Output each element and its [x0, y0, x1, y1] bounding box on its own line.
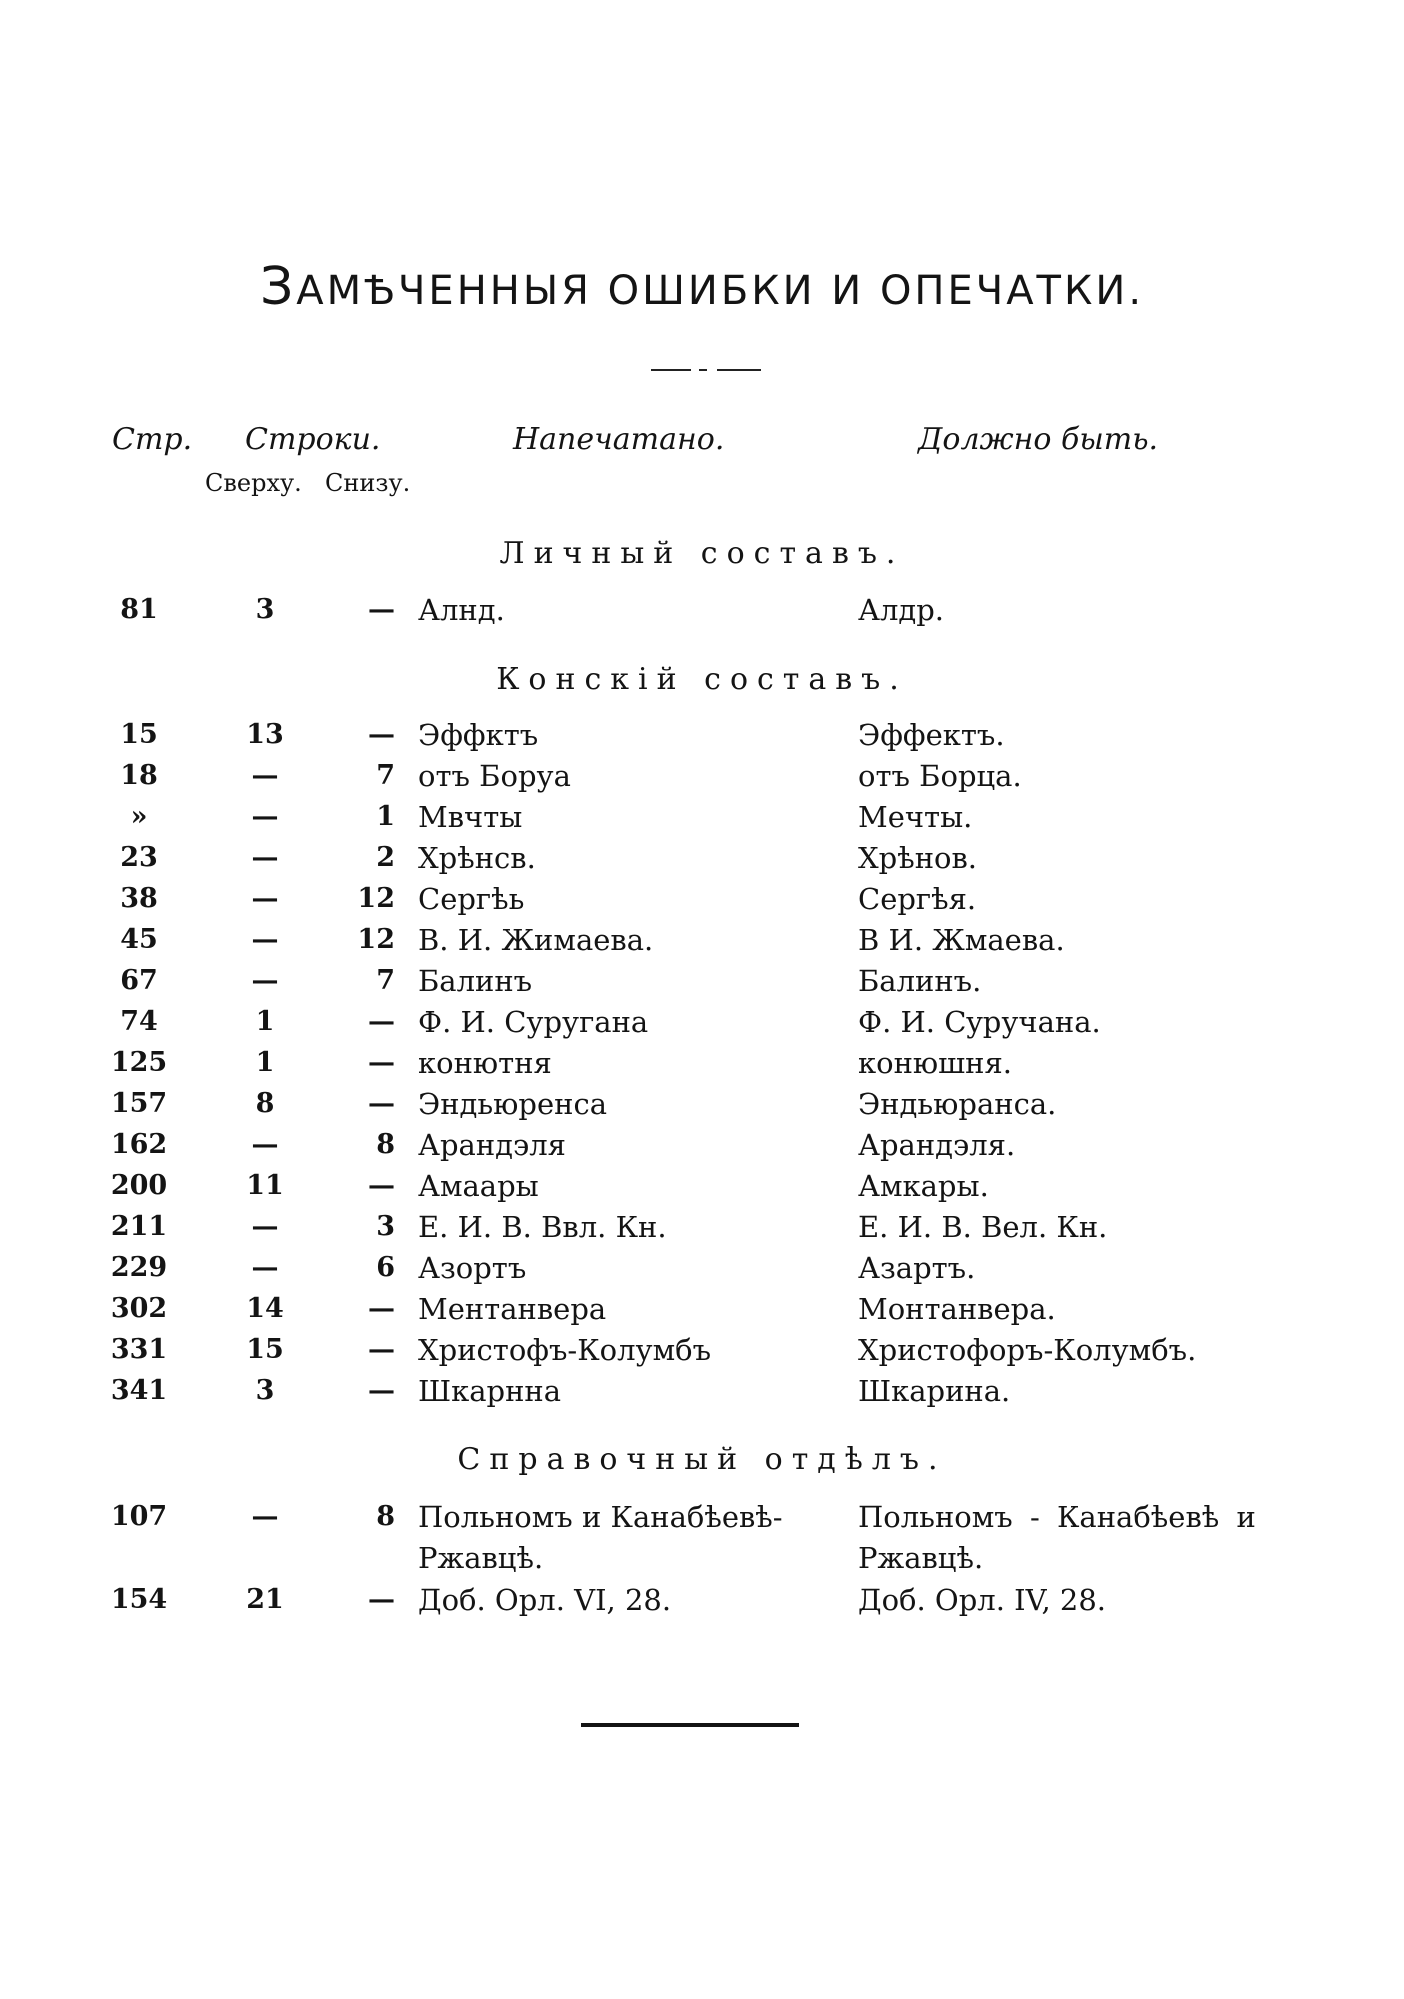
table-row [0, 1497, 1404, 1579]
cell-printed: Амаары [418, 1169, 539, 1203]
cell-printed: Польномъ и Канабѣевѣ- Ржавцѣ. [418, 1500, 783, 1575]
table-row [0, 1084, 1404, 1124]
cell-line-top: — [251, 1501, 279, 1532]
page-title [0, 257, 1404, 317]
closing-rule [581, 1723, 799, 1727]
cell-line-top: — [251, 883, 279, 914]
cell-printed: Хрѣнсв. [418, 841, 536, 875]
cell-should-be: Сергѣя. [858, 882, 977, 916]
cell-page: 67 [120, 965, 158, 996]
table-row [0, 1248, 1404, 1288]
cell-should-be: Эндьюранса. [858, 1087, 1057, 1121]
cell-line-bottom: 8 [376, 1129, 395, 1160]
cell-should-be: конюшня. [858, 1046, 1012, 1080]
cell-page: 23 [120, 842, 158, 873]
cell-printed: Эндьюренса [418, 1087, 607, 1121]
cell-printed: Сергѣь [418, 882, 525, 916]
cell-printed: Мвчты [418, 800, 523, 834]
cell-printed: Шкарнна [418, 1374, 562, 1408]
cell-line-bottom: — [368, 1334, 395, 1365]
cell-line-bottom: — [368, 719, 395, 750]
cell-line-top: 15 [246, 1334, 284, 1365]
table-row [0, 590, 1404, 630]
cell-page: 162 [110, 1129, 168, 1160]
table-row [0, 1166, 1404, 1206]
cell-line-top: — [251, 965, 279, 996]
cell-should-be: Хрѣнов. [858, 841, 978, 875]
cell-line-bottom: — [368, 594, 395, 625]
cell-page: 81 [120, 594, 158, 625]
cell-page: 229 [110, 1252, 168, 1283]
cell-page: 157 [110, 1088, 168, 1119]
cell-printed: Азортъ [418, 1251, 527, 1285]
separator-dash [651, 369, 691, 371]
cell-line-bottom: — [368, 1170, 395, 1201]
cell-printed: Эффктъ [418, 718, 539, 752]
cell-page: 200 [110, 1170, 168, 1201]
cell-printed: Е. И. В. Ввл. Кн. [418, 1210, 667, 1244]
cell-page: 302 [110, 1293, 168, 1324]
cell-should-be: Доб. Орл. IV, 28. [858, 1583, 1107, 1617]
cell-line-bottom: 2 [376, 842, 395, 873]
section-heading-personnel: Личный составъ. [499, 536, 905, 571]
cell-should-be: Алдр. [858, 593, 945, 627]
cell-should-be: Азартъ. [858, 1251, 976, 1285]
table-row [0, 1043, 1404, 1083]
cell-should-be: Монтанвера. [858, 1292, 1056, 1326]
cell-line-bottom: 3 [376, 1211, 395, 1242]
header-should-be: Должно быть. [918, 422, 1159, 457]
cell-line-top: — [251, 1211, 279, 1242]
cell-line-top: 21 [246, 1584, 284, 1615]
cell-should-be: Христофоръ-Колумбъ. [858, 1333, 1197, 1367]
cell-line-top: 8 [255, 1088, 275, 1119]
cell-should-be: Арандэля. [858, 1128, 1016, 1162]
cell-printed: Балинъ [418, 964, 533, 998]
table-row [0, 1002, 1404, 1042]
cell-line-bottom: — [368, 1047, 395, 1078]
cell-page: 38 [120, 883, 158, 914]
cell-line-top: 14 [246, 1293, 284, 1324]
title-rest: АМѢЧЕННЫЯ ОШИБКИ И ОПЕЧАТКИ. [296, 268, 1145, 314]
cell-page: » [130, 801, 148, 832]
title-initial: З [259, 257, 297, 317]
cell-line-top: — [251, 842, 279, 873]
cell-line-bottom: — [368, 1006, 395, 1037]
cell-should-be: отъ Борца. [858, 759, 1022, 793]
cell-page: 211 [110, 1211, 168, 1242]
cell-should-be: Балинъ. [858, 964, 982, 998]
cell-line-bottom: — [368, 1375, 395, 1406]
cell-printed: Доб. Орл. VI, 28. [418, 1583, 672, 1617]
cell-line-top: 3 [255, 594, 275, 625]
cell-line-top: — [251, 801, 279, 832]
table-row [0, 838, 1404, 878]
cell-page: 45 [120, 924, 158, 955]
cell-page: 15 [120, 719, 158, 750]
cell-line-top: — [251, 924, 279, 955]
title-separator [651, 369, 761, 373]
table-row [0, 1580, 1404, 1620]
cell-should-be: Е. И. В. Вел. Кн. [858, 1210, 1108, 1244]
cell-line-top: 11 [246, 1170, 284, 1201]
cell-should-be: Ф. И. Сyручана. [858, 1005, 1101, 1039]
cell-printed: конютня [418, 1046, 552, 1080]
table-row [0, 961, 1404, 1001]
cell-line-bottom: — [368, 1088, 395, 1119]
cell-line-bottom: 6 [376, 1252, 395, 1283]
cell-line-bottom: 7 [376, 760, 395, 791]
section-heading-reference: Справочный отдѣлъ. [457, 1442, 947, 1477]
table-row [0, 1207, 1404, 1247]
header-lines-top: Сверху. [205, 469, 302, 497]
cell-line-bottom: — [368, 1293, 395, 1324]
table-row [0, 920, 1404, 960]
cell-page: 154 [110, 1584, 168, 1615]
cell-should-be: Эффектъ. [858, 718, 1005, 752]
cell-printed: Ментанвера [418, 1292, 607, 1326]
cell-line-top: 3 [255, 1375, 275, 1406]
separator-dash [717, 369, 761, 371]
cell-line-bottom: 12 [357, 924, 395, 955]
cell-should-be: Мечты. [858, 800, 973, 834]
cell-line-bottom: 8 [376, 1501, 395, 1532]
header-lines-bottom: Снизу. [325, 469, 411, 497]
cell-should-be: В И. Жмаева. [858, 923, 1065, 957]
cell-printed: В. И. Жимаева. [418, 923, 654, 957]
cell-line-top: 1 [255, 1006, 275, 1037]
cell-page: 341 [110, 1375, 168, 1406]
table-row [0, 1330, 1404, 1370]
header-page: Стр. [112, 422, 193, 457]
cell-line-top: — [251, 760, 279, 791]
cell-should-be: Польномъ - Канабѣевѣ и Ржавцѣ. [858, 1500, 1256, 1575]
cell-printed: отъ Боруа [418, 759, 571, 793]
cell-page: 331 [110, 1334, 168, 1365]
table-row [0, 1289, 1404, 1329]
cell-line-bottom: 12 [357, 883, 395, 914]
cell-should-be: Шкарина. [858, 1374, 1011, 1408]
table-row [0, 879, 1404, 919]
table-row [0, 756, 1404, 796]
cell-line-top: — [251, 1129, 279, 1160]
section-heading-horses: Конскій составъ. [496, 662, 908, 697]
cell-printed: Ф. И. Суругана [418, 1005, 649, 1039]
cell-printed: Христофъ-Колумбъ [418, 1333, 712, 1367]
cell-line-top: 13 [246, 719, 284, 750]
cell-line-top: 1 [255, 1047, 275, 1078]
table-row [0, 1125, 1404, 1165]
cell-line-top: — [251, 1252, 279, 1283]
cell-line-bottom: — [368, 1584, 395, 1615]
cell-page: 125 [110, 1047, 168, 1078]
cell-page: 74 [120, 1006, 158, 1037]
cell-printed: Арандэля [418, 1128, 566, 1162]
table-row [0, 715, 1404, 755]
cell-should-be: Амкары. [858, 1169, 989, 1203]
table-row [0, 797, 1404, 837]
header-lines: Строки. [245, 422, 381, 457]
separator-dash [699, 369, 707, 371]
cell-printed: Алнд. [418, 593, 505, 627]
cell-line-bottom: 7 [376, 965, 395, 996]
table-row [0, 1371, 1404, 1411]
header-printed: Напечатано. [513, 422, 725, 457]
cell-line-bottom: 1 [376, 801, 395, 832]
cell-page: 107 [110, 1501, 168, 1532]
cell-page: 18 [120, 760, 158, 791]
